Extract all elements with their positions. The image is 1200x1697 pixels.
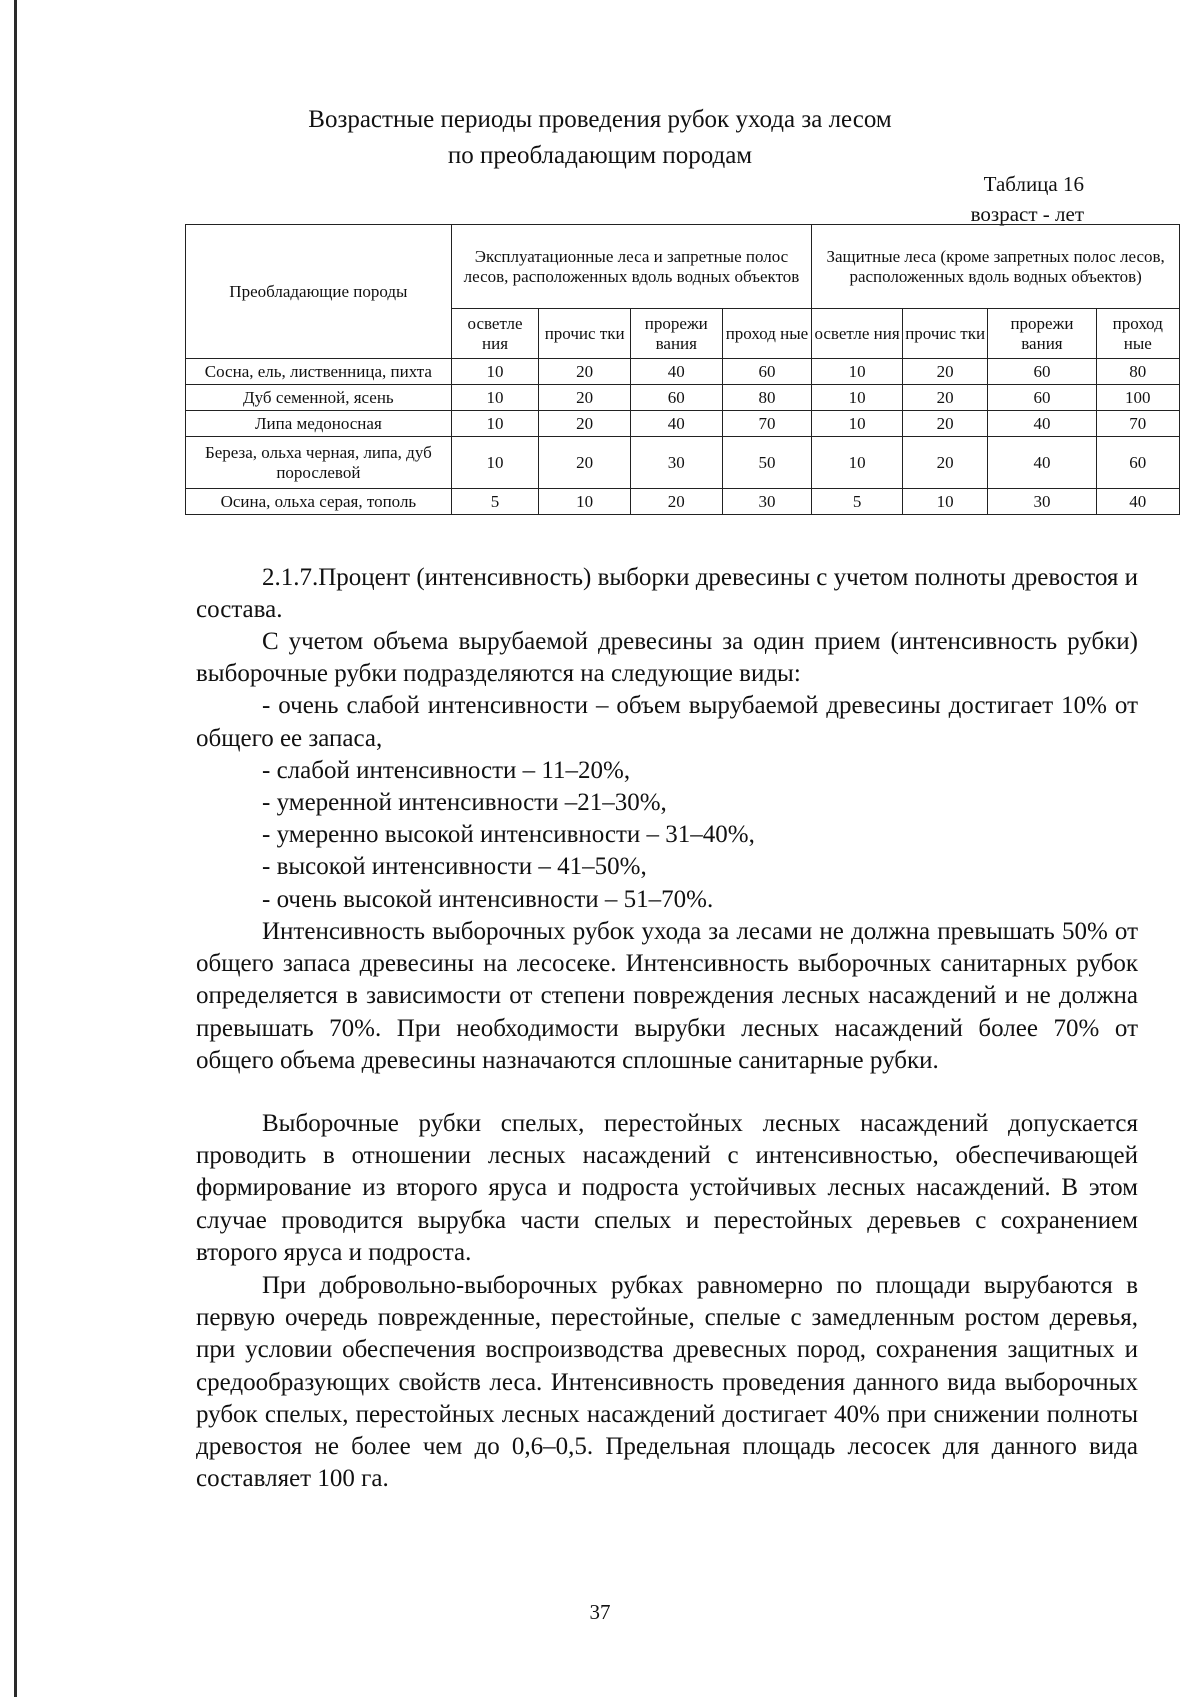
subheader-cell: прочис тки: [902, 309, 987, 359]
value-cell: 80: [1096, 359, 1179, 385]
table-row: [186, 411, 1180, 437]
scan-edge-line: [14, 0, 17, 1697]
paragraph-mature-stands: Выборочные рубки спелых, перестойных лесных насаждений допускается проводить в отношении лесных насаждений с интенсивностью, обеспечивающей формирование из второго яруса и подроста устойчивых лесных насаждений. В этом случае проводится вырубка части спелых и перестойных деревьев с сохранением второго яруса и подроста.: [196, 1110, 1138, 1266]
table-row: [186, 489, 1180, 515]
value-cell: 10: [812, 385, 903, 411]
species-header: Преобладающие породы: [186, 225, 452, 359]
table-row: [186, 359, 1180, 385]
section-heading: 2.1.7.Процент (интенсивность) выборки древесины с учетом полноты древостоя и состава.: [196, 564, 1138, 624]
page-number: 37: [589, 1600, 611, 1624]
value-cell: 10: [451, 359, 539, 385]
subheader-cell: прорежи вания: [630, 309, 722, 359]
subheader-cell: проход ные: [722, 309, 812, 359]
list-item: - высокой интенсивности – 41–50%,: [262, 853, 647, 881]
age-periods-table: [185, 224, 1180, 515]
value-cell: 60: [630, 385, 722, 411]
value-cell: 60: [722, 359, 812, 385]
subheader-cell: прорежи вания: [988, 309, 1096, 359]
value-cell: 20: [539, 411, 631, 437]
value-cell: 10: [539, 489, 631, 515]
list-item: - слабой интенсивности – 11–20%,: [262, 756, 631, 784]
list-item: - умеренно высокой интенсивности – 31–40%,: [262, 821, 755, 849]
table-row: [186, 437, 1180, 489]
species-cell: Дуб семенной, ясень: [186, 385, 452, 411]
value-cell: 30: [988, 489, 1096, 515]
value-cell: 5: [451, 489, 539, 515]
value-cell: 20: [902, 385, 987, 411]
value-cell: 5: [812, 489, 903, 515]
list-item: - умеренной интенсивности –21–30%,: [262, 789, 667, 817]
value-cell: 40: [988, 411, 1096, 437]
species-cell: Сосна, ель, лиственница, пихта: [186, 359, 452, 385]
species-cell: Береза, ольха черная, липа, дуб порослевой: [186, 437, 452, 489]
value-cell: 10: [812, 359, 903, 385]
value-cell: 60: [1096, 437, 1179, 489]
subheader-cell: осветле ния: [812, 309, 903, 359]
table-title-line-2: по преобладающим породам: [447, 142, 753, 169]
value-cell: 40: [630, 359, 722, 385]
table-title-line-1: Возрастные периоды проведения рубок ухода за лесом: [308, 106, 892, 133]
value-cell: 20: [902, 411, 987, 437]
value-cell: 10: [451, 385, 539, 411]
table-row: [186, 385, 1180, 411]
value-cell: 20: [539, 437, 631, 489]
intro-paragraph: С учетом объема вырубаемой древесины за один прием (интенсивность рубки) выборочные рубки подразделяются на следующие виды:: [196, 628, 1138, 688]
value-cell: 20: [902, 437, 987, 489]
paragraph-intensity-limits: Интенсивность выборочных рубок ухода за лесами не должна превышать 50% от общего запаса древесины на лесосеке. Интенсивность выборочных санитарных рубок определяется в зависимости от степени повреждения лесных насаждений и не должна превышать 70%. При необходимости вырубки лесных насаждений более 70% от общего объема древесины назначаются сплошные санитарные рубки.: [196, 918, 1138, 1074]
table-number: Таблица 16: [983, 172, 1084, 196]
value-cell: 10: [451, 411, 539, 437]
value-cell: 20: [630, 489, 722, 515]
group-header-exploitation: Эксплуатационные леса и запретные полос лесов, расположенных вдоль водных объектов: [451, 225, 812, 309]
value-cell: 40: [630, 411, 722, 437]
value-cell: 80: [722, 385, 812, 411]
value-cell: 20: [539, 359, 631, 385]
value-cell: 20: [539, 385, 631, 411]
value-cell: 100: [1096, 385, 1179, 411]
group-header-protective: Защитные леса (кроме запретных полос лесов, расположенных вдоль водных объектов): [812, 225, 1180, 309]
list-item: - очень высокой интенсивности – 51–70%.: [262, 885, 714, 913]
value-cell: 40: [1096, 489, 1179, 515]
subheader-cell: прочис тки: [539, 309, 631, 359]
intensity-classes: [196, 626, 1138, 916]
value-cell: 30: [722, 489, 812, 515]
subheader-cell: осветле ния: [451, 309, 539, 359]
value-cell: 60: [988, 359, 1096, 385]
value-cell: 10: [902, 489, 987, 515]
value-cell: 10: [812, 411, 903, 437]
species-cell: Осина, ольха серая, тополь: [186, 489, 452, 515]
paragraph-voluntary-selective: При добровольно-выборочных рубках равномерно по площади вырубаются в первую очередь поврежденные, перестойные, спелые с замедленным ростом деревья, при условии обеспечения воспроизводства древесных пород, сохранения защитных и средообразующих свойств леса. Интенсивность проведения данного вида выборочных рубок спелых, перестойных лесных насаждений достигает 40% при снижении полноты древостоя не более чем до 0,6–0,5. Предельная площадь лесосек для данного вида составляет 100 га.: [196, 1272, 1138, 1493]
value-cell: 50: [722, 437, 812, 489]
value-cell: 40: [988, 437, 1096, 489]
value-cell: 10: [451, 437, 539, 489]
value-cell: 60: [988, 385, 1096, 411]
species-cell: Липа медоносная: [186, 411, 452, 437]
list-item: - очень слабой интенсивности – объем вырубаемой древесины достигает 10% от общего ее запаса,: [196, 692, 1138, 752]
value-cell: 20: [902, 359, 987, 385]
subheader-cell: проход ные: [1096, 309, 1179, 359]
value-cell: 30: [630, 437, 722, 489]
value-cell: 10: [812, 437, 903, 489]
value-cell: 70: [1096, 411, 1179, 437]
value-cell: 70: [722, 411, 812, 437]
table-units: возраст - лет: [970, 202, 1084, 226]
